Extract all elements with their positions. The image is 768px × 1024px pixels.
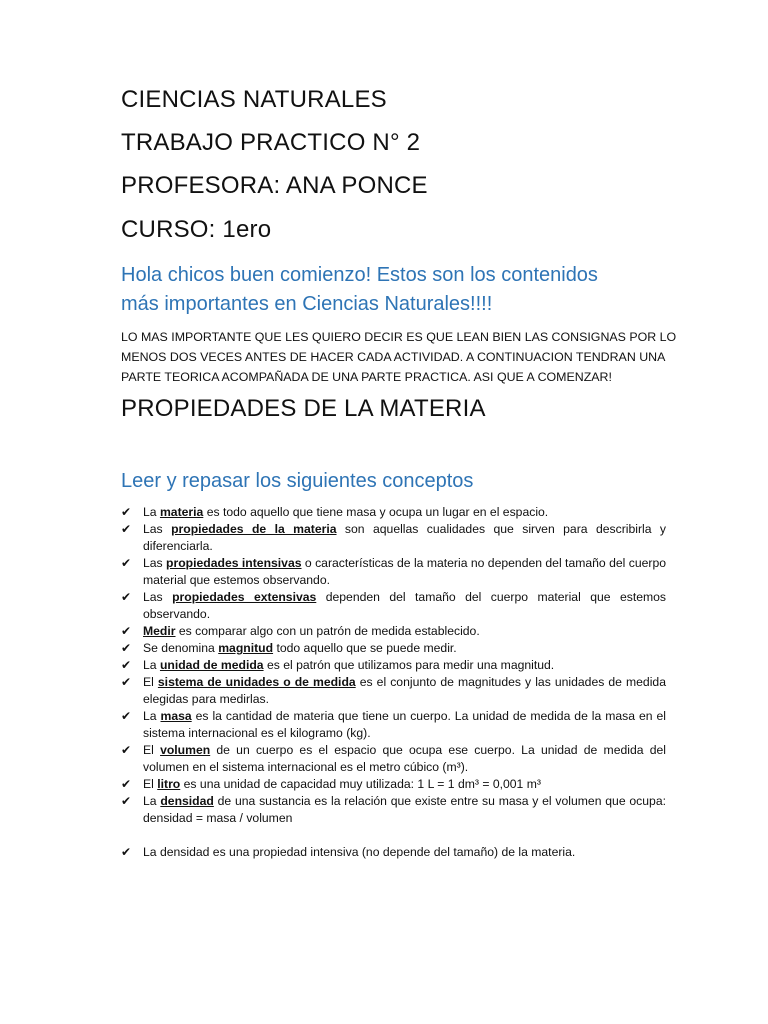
assignment-heading: TRABAJO PRACTICO N° 2	[121, 129, 421, 156]
term: sistema de unidades o de medida	[157, 675, 356, 689]
course-heading: CURSO: 1ero	[121, 216, 272, 243]
term: densidad	[160, 794, 214, 808]
check-icon: ✔	[121, 556, 132, 570]
subject-heading: CIENCIAS NATURALES	[121, 86, 387, 113]
intro-paragraph	[121, 327, 677, 387]
list-item: ✔ El volumen de un cuerpo es el espacio que ocupa ese cuerpo. La unidad de medida del volumen en el sistema internacional es el metro cúbico (m³).	[121, 743, 666, 774]
list-item: ✔ Se denomina magnitud todo aquello que se puede medir.	[121, 641, 457, 655]
list-item: ✔ Las propiedades extensivas dependen del tamaño del cuerpo material que estemos observando.	[121, 590, 667, 621]
term: propiedades intensivas	[166, 556, 302, 570]
term: unidad de medida	[159, 658, 264, 672]
intro-line: MENOS DOS VECES ANTES DE HACER CADA ACTIVIDAD. A CONTINUACION TENDRAN UNA	[121, 350, 666, 364]
term: magnitud	[218, 641, 274, 655]
check-icon: ✔	[121, 624, 132, 638]
check-icon: ✔	[121, 590, 132, 604]
check-icon: ✔	[121, 522, 132, 536]
list-item: ✔ Las propiedades intensivas o características de la materia no dependen del tamaño del cuerpo material que estemos observando.	[121, 556, 667, 587]
list-item: ✔ Medir es comparar algo con un patrón de medida establecido.	[121, 624, 480, 638]
greeting-line-2: más importantes en Ciencias Naturales!!!!	[121, 293, 493, 315]
list-item: ✔ Las propiedades de la materia son aquellas cualidades que sirven para describirla y diferenciarla.	[121, 522, 666, 553]
term: litro	[157, 777, 181, 791]
term: materia	[159, 505, 204, 519]
list-item: ✔ La densidad es una propiedad intensiva (no depende del tamaño) de la materia.	[121, 845, 576, 859]
teacher-heading: PROFESORA: ANA PONCE	[121, 172, 428, 199]
check-icon: ✔	[121, 658, 132, 672]
section-subtitle: Leer y repasar los siguientes conceptos	[121, 470, 474, 492]
section-title: PROPIEDADES DE LA MATERIA	[121, 395, 486, 422]
intro-line: PARTE TEORICA ACOMPAÑADA DE UNA PARTE PRACTICA. ASI QUE A COMENZAR!	[121, 370, 612, 384]
term: propiedades de la materia	[171, 522, 337, 536]
term: propiedades extensivas	[172, 590, 317, 604]
check-icon: ✔	[121, 777, 132, 791]
check-icon: ✔	[121, 794, 132, 808]
term: Medir	[143, 624, 176, 638]
list-item: ✔ El litro es una unidad de capacidad muy utilizada: 1 L = 1 dm³ = 0,001 m³	[121, 777, 541, 791]
check-icon: ✔	[121, 845, 132, 859]
check-icon: ✔	[121, 641, 132, 655]
check-icon: ✔	[121, 675, 132, 689]
term: volumen	[160, 743, 211, 757]
list-item: ✔ El sistema de unidades o de medida es el conjunto de magnitudes y las unidades de medida elegidas para medirlas.	[121, 675, 666, 706]
list-item: ✔ La masa es la cantidad de materia que tiene un cuerpo. La unidad de medida de la masa en el sistema internacional es el kilogramo (kg).	[121, 709, 666, 740]
list-item: ✔ La densidad de una sustancia es la relación que existe entre su masa y el volumen que ocupa: densidad = masa / volumen	[121, 794, 666, 825]
term: masa	[160, 709, 192, 723]
check-icon: ✔	[121, 743, 132, 757]
intro-line: LO MAS IMPORTANTE QUE LES QUIERO DECIR ES QUE LEAN BIEN LAS CONSIGNAS POR LO	[121, 330, 677, 344]
concept-list	[121, 504, 666, 861]
greeting-line-1: Hola chicos buen comienzo! Estos son los contenidos	[121, 264, 598, 286]
check-icon: ✔	[121, 709, 132, 723]
list-item: ✔ La materia es todo aquello que tiene masa y ocupa un lugar en el espacio.	[121, 505, 549, 519]
check-icon: ✔	[121, 505, 132, 519]
list-item: ✔ La unidad de medida es el patrón que utilizamos para medir una magnitud.	[121, 658, 555, 672]
